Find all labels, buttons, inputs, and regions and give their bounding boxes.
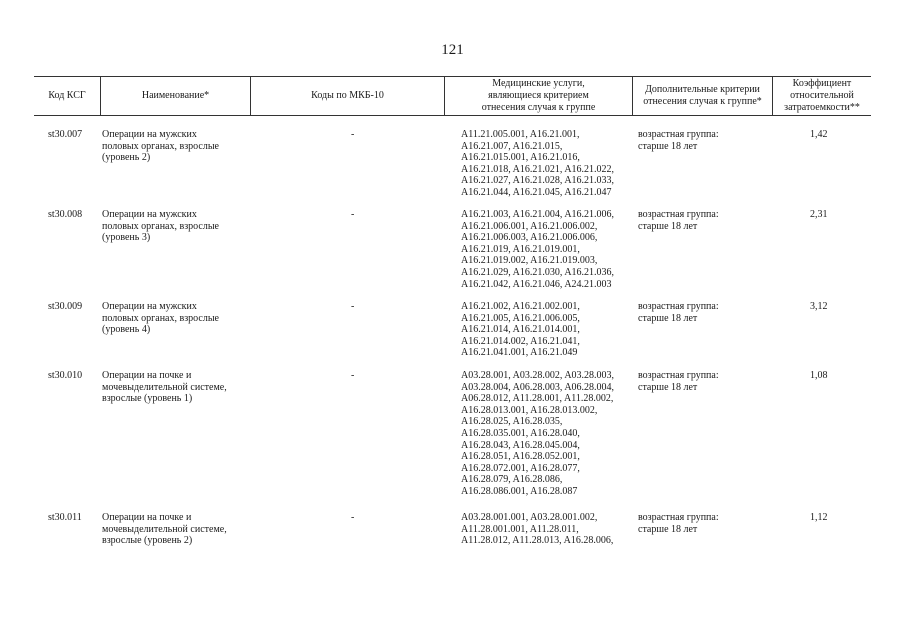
header-name: Наименование* xyxy=(100,77,250,115)
header-services: Медицинские услуги, являющиеся критерием отнесения случая к группе xyxy=(444,77,632,115)
row-name: Операции на мужских половых органах, взрослые (уровень 3) xyxy=(102,209,219,244)
row-name: Операции на почке и мочевыделительной системе, взрослые (уровень 2) xyxy=(102,512,227,547)
row-services: A11.21.005.001, A16.21.001, A16.21.007, A16.21.015, A16.21.015.001, A16.21.016, A16.21.018, A16.21.021, A16.21.022, A16.21.027, A16.21.028, A16.21.033, A16.21.044, A16.21.045, A16.21.047 xyxy=(461,129,615,198)
header-mkb: Коды по МКБ-10 xyxy=(250,77,444,115)
row-mkb: - xyxy=(351,370,355,381)
row-coefficient: 1,12 xyxy=(810,512,828,523)
row-mkb: - xyxy=(351,301,355,312)
row-services: A03.28.001, A03.28.002, A03.28.003, A03.28.004, A06.28.003, A06.28.004, A06.28.012, A11.28.001, A11.28.002, A16.28.013.001, A16.28.013.002, A16.28.025, A16.28.035, A16.28.035.001, A16.28.040, A16.28.043, A16.28.045.004, A16.28.051, A16.28.052.001, A16.28.072.001, A16.28.077, A16.28.079, A16.28.086, A16.28.086.001, A16.28.087 xyxy=(461,370,615,497)
row-coefficient: 1,42 xyxy=(810,129,828,140)
row-mkb: - xyxy=(351,129,355,140)
table-header xyxy=(34,76,871,116)
row-code: st30.010 xyxy=(48,370,83,381)
row-mkb: - xyxy=(351,209,355,220)
row-coefficient: 1,08 xyxy=(810,370,828,381)
page-number: 121 xyxy=(441,42,464,58)
row-name: Операции на мужских половых органах, взрослые (уровень 4) xyxy=(102,301,219,336)
row-coefficient: 3,12 xyxy=(810,301,828,312)
row-services: A03.28.001.001, A03.28.001.002, A11.28.001.001, A11.28.011, A11.28.012, A11.28.013, A16.28.006, xyxy=(461,512,614,547)
row-name: Операции на мужских половых органах, взрослые (уровень 2) xyxy=(102,129,219,164)
row-code: st30.011 xyxy=(48,512,82,523)
header-criteria: Дополнительные критерии отнесения случая к группе* xyxy=(632,77,772,115)
row-code: st30.008 xyxy=(48,209,83,220)
row-code: st30.009 xyxy=(48,301,83,312)
row-criteria: возрастная группа: старше 18 лет xyxy=(638,370,719,393)
row-name: Операции на почке и мочевыделительной системе, взрослые (уровень 1) xyxy=(102,370,227,405)
header-coefficient: Коэффициент относительной затратоемкости** xyxy=(772,77,871,115)
row-services: A16.21.003, A16.21.004, A16.21.006, A16.21.006.001, A16.21.006.002, A16.21.006.003, A16.21.006.006, A16.21.019, A16.21.019.001, A16.21.019.002, A16.21.019.003, A16.21.029, A16.21.030, A16.21.036, A16.21.042, A16.21.046, A24.21.003 xyxy=(461,209,615,290)
row-criteria: возрастная группа: старше 18 лет xyxy=(638,512,719,535)
row-criteria: возрастная группа: старше 18 лет xyxy=(638,301,719,324)
row-services: A16.21.002, A16.21.002.001, A16.21.005, A16.21.006.005, A16.21.014, A16.21.014.001, A16.21.014.002, A16.21.041, A16.21.041.001, A16.21.049 xyxy=(461,301,580,359)
row-criteria: возрастная группа: старше 18 лет xyxy=(638,209,719,232)
row-coefficient: 2,31 xyxy=(810,209,828,220)
header-code: Код КСГ xyxy=(48,90,86,101)
row-code: st30.007 xyxy=(48,129,83,140)
row-mkb: - xyxy=(351,512,355,523)
row-criteria: возрастная группа: старше 18 лет xyxy=(638,129,719,152)
